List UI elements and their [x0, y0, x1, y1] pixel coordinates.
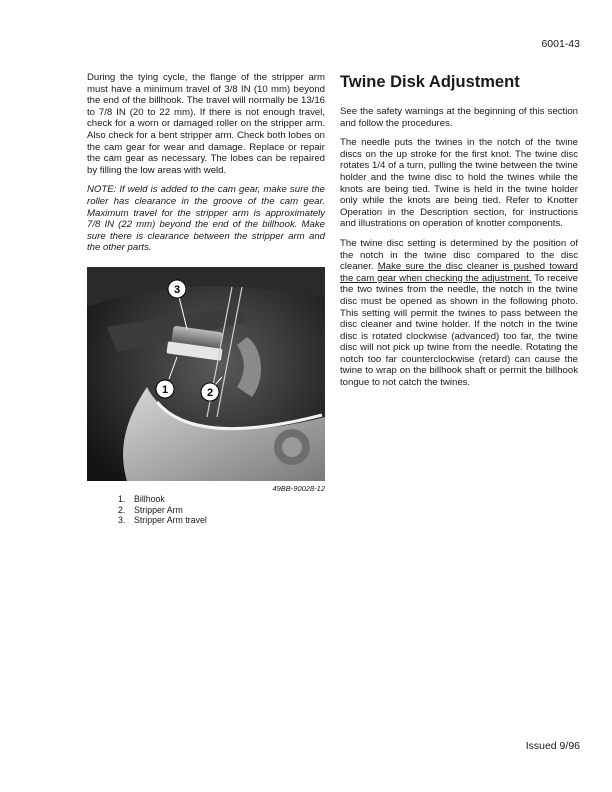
photo-illustration [87, 267, 325, 481]
bolt-center [282, 437, 302, 457]
section-title: Twine Disk Adjustment [340, 73, 520, 91]
callout-3 [168, 280, 186, 298]
needle-paragraph: The needle puts the twines in the notch of the twine discs on the up stroke for the first knot. The twine disc rotates 1/4 of a turn, pulling the twine between the twine holder and the twine disc to hold the twines while the knots are being tied. Twine is held in the twine holder only while the knots are being tied. Refer to Knotter Operation in the Description section, for instructions and illustrations on operation of knotter components. [340, 137, 578, 230]
figure-legend [118, 494, 207, 526]
callout-2-label: 2 [206, 387, 214, 399]
page-number: 6001-43 [541, 38, 580, 50]
disc-setting-start: The twine disc setting is determined by the position of the notch in the twine disc compared to the disc cleaner. [340, 237, 578, 273]
legend-item [118, 515, 207, 526]
legend-number: 2. [118, 504, 126, 515]
callout-1 [156, 380, 174, 398]
legend-item [118, 505, 207, 516]
disc-setting-end: To receive the two twines from the needle, the notch in the twine disc must be opened as shown in the following photo. This setting will permit the twines to pass between the disc cleaner and twine holder. If the notch in the twine disc is rotated clockwise (advanced) too far, the twine disc will not pick up twine from the needle. Rotating the notch too far counterclockwise (retard) can cause the twine to wrap on the billhook shaft or permit the billhook tongue to not catch the twines. [340, 272, 578, 389]
billhook-photo [87, 267, 325, 481]
legend-number: 1. [118, 494, 126, 504]
callout-2 [201, 383, 219, 401]
legend-label: Stripper Arm travel [134, 515, 207, 526]
safety-paragraph: See the safety warnings at the beginning of this section and follow the procedures. [340, 106, 578, 129]
legend-label: Stripper Arm [134, 504, 183, 515]
callout-3-label: 3 [173, 284, 181, 296]
left-column [87, 72, 325, 262]
weld-note: NOTE: If weld is added to the cam gear, make sure the roller has clearance in the groove of the cam gear. Maximum travel for the stripper arm is approximately 7/8 IN (22 mm) beyond the end of the billhook. Make sure there is clearance between the stripper arm and the other parts. [87, 184, 325, 254]
disc-cleaner-instruction: Make sure the disc cleaner is pushed toward the cam gear when checking the adjustment. [340, 261, 578, 284]
legend-item [118, 494, 207, 505]
disc-setting-paragraph [340, 238, 578, 389]
issued-date: Issued 9/96 [525, 740, 580, 752]
legend-number: 3. [118, 515, 126, 526]
photo-caption: 49BB-90028-12 [272, 484, 325, 493]
right-column [340, 72, 578, 397]
legend-label: Billhook [134, 494, 165, 504]
stripper-arm-paragraph: During the tying cycle, the flange of the stripper arm must have a minimum travel of 3/8 IN (10 mm) beyond the end of the billhook. The travel will normally be 13/16 to 7/8 IN (20 to 22 mm). If there is not enough travel, check for a worn or damaged roller on the stripper arm. Also check for a bent stripper arm. Check both lobes on the cam gear for wear and damage. Replace or repair the cam gear as necessary. The lobes can be repaired by filling the low areas with weld. [87, 72, 325, 176]
callout-1-label: 1 [161, 384, 169, 396]
